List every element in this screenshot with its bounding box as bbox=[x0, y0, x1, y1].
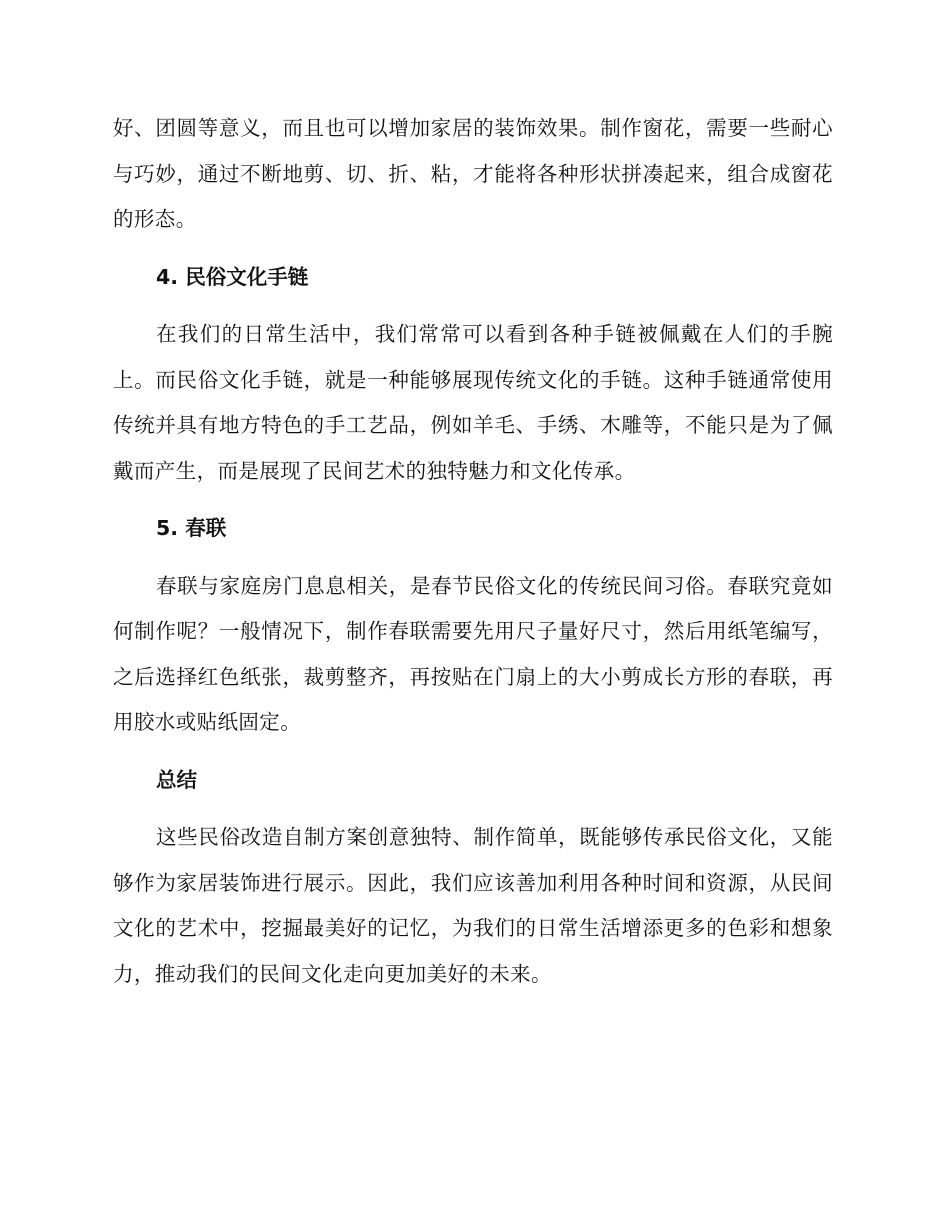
section-heading-summary: 总结 bbox=[156, 767, 197, 792]
section-paragraph-bracelet: 在我们的日常生活中，我们常常可以看到各种手链被佩戴在人们的手腕上。而民俗文化手链，就是一种能够展现传统文化的手链。这种手链通常使用传统并具有地方特色的手工艺品，例如羊毛、手绣、木雕等，不能只是为了佩戴而产生，而是展现了民间艺术的独特魅力和文化传承。 bbox=[113, 322, 833, 483]
intro-paragraph: 好、团圆等意义，而且也可以增加家居的装饰效果。制作窗花，需要一些耐心与巧妙，通过不断地剪、切、折、粘，才能将各种形状拼凑起来，组合成窗花的形态。 bbox=[113, 116, 833, 231]
section-paragraph-summary: 这些民俗改造自制方案创意独特、制作简单，既能够传承民俗文化，又能够作为家居装饰进行展示。因此，我们应该善加利用各种时间和资源，从民间文化的艺术中，挖掘最美好的记忆，为我们的日常生活增添更多的色彩和想象力，推动我们的民间文化走向更加美好的未来。 bbox=[113, 825, 833, 986]
section-heading-couplets: 5. 春联 bbox=[156, 516, 227, 540]
section-paragraph-couplets: 春联与家庭房门息息相关，是春节民俗文化的传统民间习俗。春联究竟如何制作呢？一般情况下，制作春联需要先用尺子量好尺寸，然后用纸笔编写，之后选择红色纸张，裁剪整齐，再按贴在门扇上的大小剪成长方形的春联，再用胶水或贴纸固定。 bbox=[113, 573, 833, 734]
document-body bbox=[113, 106, 833, 997]
section-heading-bracelet: 4. 民俗文化手链 bbox=[156, 264, 309, 289]
